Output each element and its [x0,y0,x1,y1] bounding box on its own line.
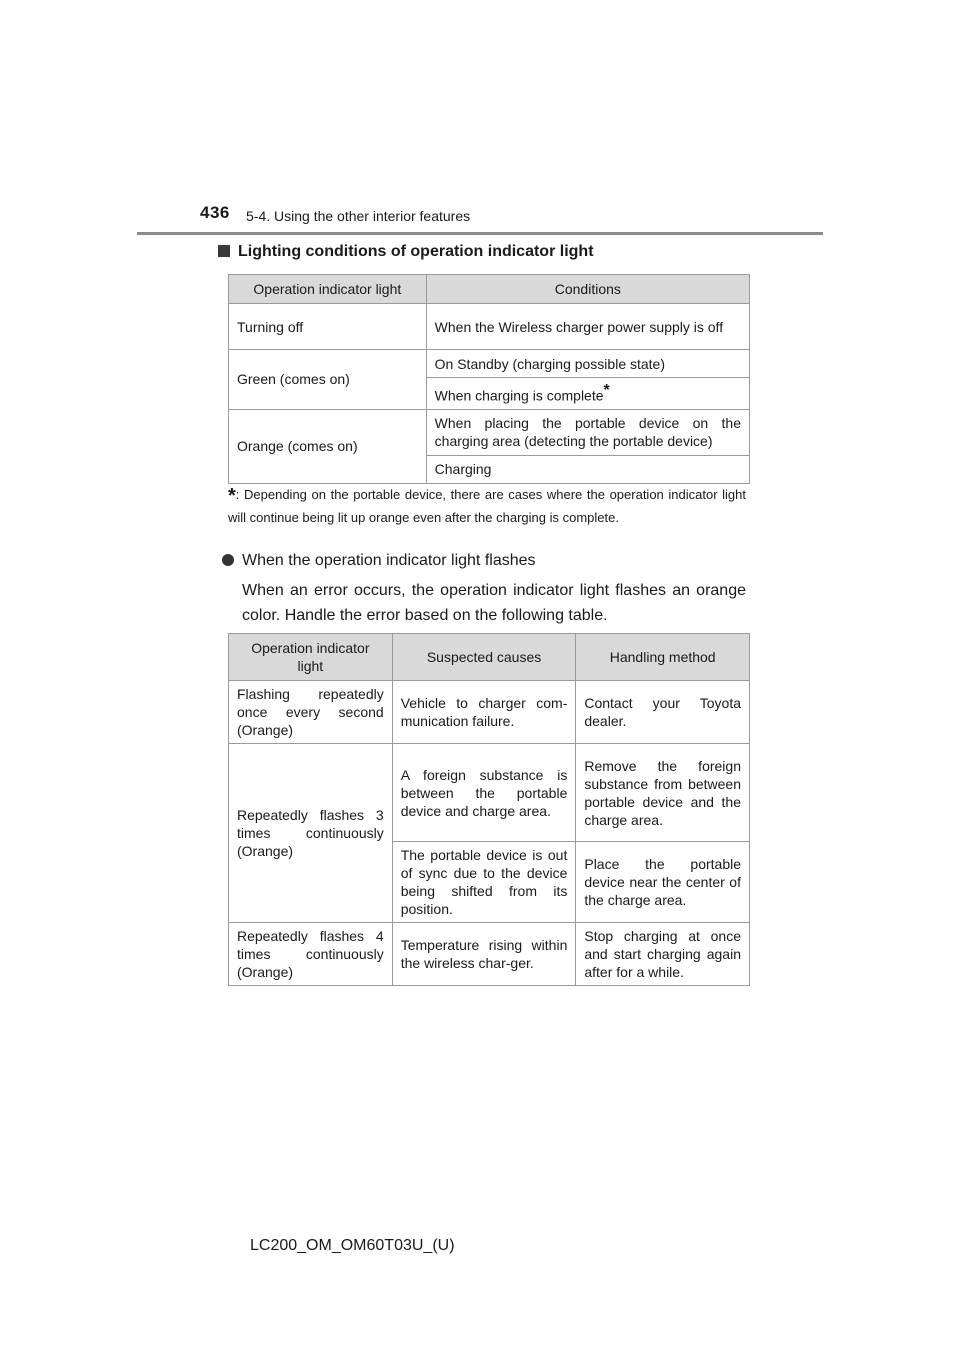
table-cell: Vehicle to charger com-munication failure. [392,681,576,744]
table-cell: Charging [426,455,749,483]
footnote-asterisk: * [228,485,236,507]
section-title: 5-4. Using the other interior features [246,208,471,224]
table-cell: Temperature rising within the wireless char-ger. [392,923,576,986]
lighting-conditions-table [228,274,750,484]
table-cell: Turning off [229,304,427,350]
table-cell: Place the portable device near the center of the charge area. [576,842,750,923]
column-header: Suspected causes [392,634,576,681]
table-cell: Orange (comes on) [229,409,427,483]
lighting-conditions-heading [218,243,594,261]
table-row [229,304,750,350]
table-cell: Repeatedly flashes 3 times continuously (Orange) [229,744,393,923]
table-row [229,350,750,378]
header-divider [137,232,823,235]
bullet-text: When the operation indicator light flashes [242,552,536,569]
table-cell: The portable device is out of sync due to the device being shifted from its position. [392,842,576,923]
table-cell: Contact your Toyota dealer. [576,681,750,744]
table-row [229,744,750,842]
table-row [229,923,750,986]
bullet-heading [222,552,536,570]
table-cell: When placing the portable device on the charging area (detecting the portable device) [426,409,749,455]
body-paragraph: When an error occurs, the operation indicator light flashes an orange color. Handle the error based on the following table. [242,582,746,624]
table-row [229,409,750,455]
footnote [228,484,746,528]
column-header: Conditions [426,275,749,304]
table-cell [426,378,749,410]
table-cell: Flashing repeatedly once every second (Orange) [229,681,393,744]
table-header-row [229,634,750,681]
circle-bullet-icon [222,554,234,566]
table-cell: On Standby (charging possible state) [426,350,749,378]
document-code-footer: LC200_OM_OM60T03U_(U) [250,1237,455,1254]
cell-text: When charging is complete [434,387,604,404]
table-cell: Remove the foreign substance from between portable device and the charge area. [576,744,750,842]
heading-text: Lighting conditions of operation indicator light [238,243,594,260]
table-cell: When the Wireless charger power supply is off [426,304,749,350]
column-header: Handling method [576,634,750,681]
table-cell: A foreign substance is between the portable device and charge area. [392,744,576,842]
column-header: Operation indicator light [229,634,393,681]
square-bullet-icon [218,245,230,257]
column-header: Operation indicator light [229,275,427,304]
table-cell: Stop charging at once and start charging again after for a while. [576,923,750,986]
error-handling-table [228,633,750,986]
table-cell: Green (comes on) [229,350,427,410]
asterisk-mark: * [603,382,610,399]
page-number: 436 [200,203,230,222]
footnote-text: : Depending on the portable device, there are cases where the operation indicator light will continue being lit up orange even after the charging is complete. [228,487,746,525]
table-row [229,681,750,744]
table-header-row [229,275,750,304]
table-cell: Repeatedly flashes 4 times continuously (Orange) [229,923,393,986]
